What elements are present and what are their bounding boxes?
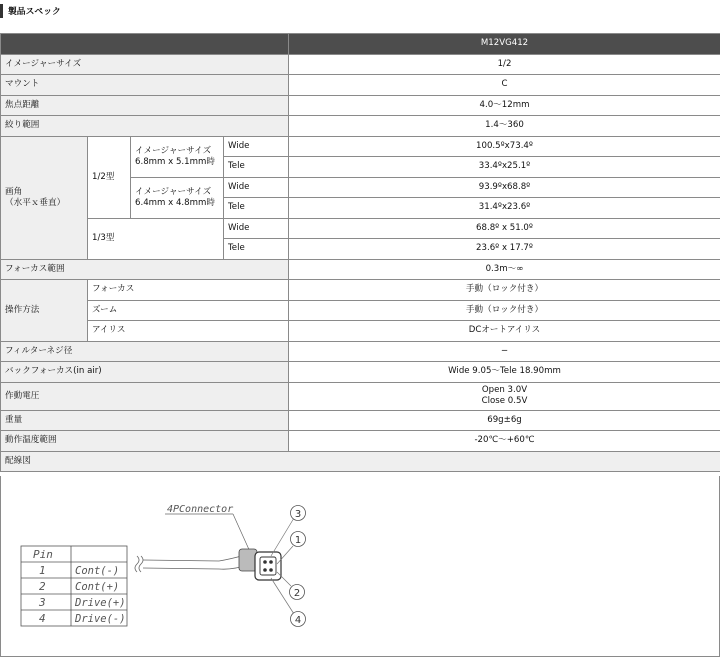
table-row bbox=[1, 431, 720, 452]
wiring-diagram bbox=[0, 476, 720, 657]
table-row bbox=[1, 95, 720, 116]
row-value: C bbox=[289, 75, 720, 96]
callout-number: 3 bbox=[295, 509, 301, 520]
row-label: イメージャーサイズ bbox=[1, 54, 289, 75]
pin-number: 4 bbox=[39, 612, 46, 625]
callout-number: 1 bbox=[295, 535, 301, 546]
row-label: 作動電圧 bbox=[1, 382, 289, 410]
table-row bbox=[1, 280, 720, 301]
row-label: 重量 bbox=[1, 410, 289, 431]
row-label: フィルターネジ径 bbox=[1, 341, 289, 362]
focus-value: 手動（ロック付き） bbox=[289, 280, 720, 301]
zoom-value: 手動（ロック付き） bbox=[289, 300, 720, 321]
sensor-size-a-line1: イメージャーサイズ bbox=[135, 146, 211, 156]
pin-number: 2 bbox=[39, 580, 46, 593]
sensor-size-b-line2: 6.4mm x 4.8mm時 bbox=[135, 198, 215, 208]
zoom-label: ズーム bbox=[88, 300, 289, 321]
section-title: 製品スペック bbox=[8, 4, 61, 17]
pin-signal: Drive(-) bbox=[74, 613, 126, 625]
row-label: 絞り範囲 bbox=[1, 116, 289, 137]
sensor-size-b-line1: イメージャーサイズ bbox=[135, 187, 211, 197]
table-row bbox=[1, 321, 720, 342]
header-blank-cell bbox=[1, 34, 289, 55]
tele-label: Tele bbox=[224, 239, 289, 260]
angle-value: 31.4ºx23.6º bbox=[289, 198, 720, 219]
table-row bbox=[1, 451, 720, 472]
table-row bbox=[1, 382, 720, 410]
table-row bbox=[1, 341, 720, 362]
angle-label bbox=[1, 136, 88, 259]
voltage-value bbox=[289, 382, 720, 410]
callout-3 bbox=[291, 506, 306, 521]
sensor-size-a-line2: 6.8mm x 5.1mm時 bbox=[135, 157, 215, 167]
table-row bbox=[1, 300, 720, 321]
callout-1 bbox=[291, 532, 306, 547]
sensor-size-a bbox=[131, 136, 224, 177]
row-label: バックフォーカス(in air) bbox=[1, 362, 289, 383]
focus-label: フォーカス bbox=[88, 280, 289, 301]
wiring-label: 配線図 bbox=[1, 451, 720, 472]
row-label: 焦点距離 bbox=[1, 95, 289, 116]
row-value: -20℃〜+60℃ bbox=[289, 431, 720, 452]
angle-value: 33.4ºx25.1º bbox=[289, 157, 720, 178]
row-label: フォーカス範囲 bbox=[1, 259, 289, 280]
wiring-diagram-svg bbox=[1, 476, 719, 656]
angle-type-half: 1/2型 bbox=[88, 136, 131, 218]
table-row bbox=[1, 54, 720, 75]
section-marker bbox=[0, 4, 3, 18]
iris-value: DCオートアイリス bbox=[289, 321, 720, 342]
row-value: 4.0〜12mm bbox=[289, 95, 720, 116]
callout-2 bbox=[290, 585, 305, 600]
pin-number: 1 bbox=[39, 564, 46, 577]
sensor-size-b bbox=[131, 177, 224, 218]
tele-label: Tele bbox=[224, 157, 289, 178]
voltage-close: Close 0.5V bbox=[482, 396, 528, 406]
pin-signal: Cont(+) bbox=[75, 581, 119, 593]
callout-number: 4 bbox=[295, 615, 301, 626]
wide-label: Wide bbox=[224, 218, 289, 239]
pin-signal: Drive(+) bbox=[74, 597, 126, 609]
angle-value: 93.9ºx68.8º bbox=[289, 177, 720, 198]
row-value: 1/2 bbox=[289, 54, 720, 75]
section-header bbox=[0, 0, 720, 22]
angle-value: 100.5ºx73.4º bbox=[289, 136, 720, 157]
row-label: 動作温度範囲 bbox=[1, 431, 289, 452]
connector-leader bbox=[233, 514, 251, 554]
operation-label: 操作方法 bbox=[1, 280, 88, 342]
connector-body bbox=[239, 549, 281, 580]
table-row bbox=[1, 218, 720, 239]
angle-label-line1: 画角 bbox=[5, 187, 22, 197]
row-label: マウント bbox=[1, 75, 289, 96]
table-row bbox=[1, 116, 720, 137]
angle-type-third: 1/3型 bbox=[88, 218, 224, 259]
table-row bbox=[1, 410, 720, 431]
table-row bbox=[1, 259, 720, 280]
cable bbox=[135, 555, 247, 572]
connector-label: 4PConnector bbox=[167, 504, 233, 515]
row-value: 69g±6g bbox=[289, 410, 720, 431]
callout-4 bbox=[291, 612, 306, 627]
table-row bbox=[1, 136, 720, 157]
pin-header: Pin bbox=[33, 548, 53, 561]
table-row bbox=[1, 362, 720, 383]
voltage-open: Open 3.0V bbox=[482, 385, 527, 395]
angle-value: 23.6º x 17.7º bbox=[289, 239, 720, 260]
pin-signal: Cont(-) bbox=[75, 565, 119, 577]
row-value: 1.4〜360 bbox=[289, 116, 720, 137]
wide-label: Wide bbox=[224, 177, 289, 198]
row-value: 0.3m〜∞ bbox=[289, 259, 720, 280]
iris-label: アイリス bbox=[88, 321, 289, 342]
wide-label: Wide bbox=[224, 136, 289, 157]
pin-number: 3 bbox=[38, 596, 46, 609]
row-value: − bbox=[289, 341, 720, 362]
angle-label-line2: （水平ｘ垂直） bbox=[5, 198, 65, 208]
row-value: Wide 9.05〜Tele 18.90mm bbox=[289, 362, 720, 383]
callout-number: 2 bbox=[294, 588, 300, 599]
spec-table bbox=[0, 33, 720, 472]
model-name: M12VG412 bbox=[289, 34, 720, 55]
tele-label: Tele bbox=[224, 198, 289, 219]
angle-value: 68.8º x 51.0º bbox=[289, 218, 720, 239]
table-row bbox=[1, 75, 720, 96]
table-header-row bbox=[1, 34, 720, 55]
